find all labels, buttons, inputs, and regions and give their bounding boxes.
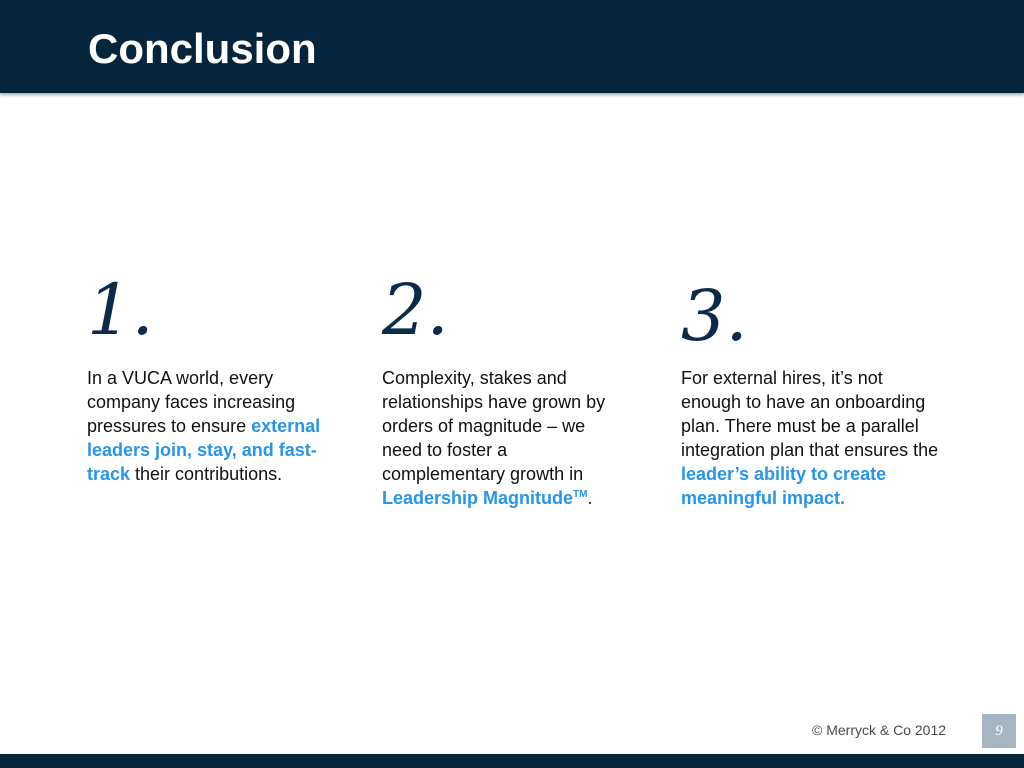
column-number: 3.	[681, 275, 748, 357]
copyright-text: © Merryck & Co 2012	[812, 722, 947, 738]
trademark-symbol: TM	[573, 489, 588, 500]
conclusion-column-3	[681, 270, 941, 510]
highlight-text: external leaders join, stay, and fast-track	[87, 416, 321, 484]
highlight-text: Leadership Magnitude	[382, 488, 574, 508]
column-text	[87, 366, 332, 486]
highlight-text: leader’s ability to create meaningful impact.	[681, 464, 887, 508]
column-text	[681, 366, 941, 510]
page-title: Conclusion	[88, 25, 317, 72]
bottom-bar	[0, 754, 1024, 768]
column-number: 2.	[382, 269, 449, 351]
text-after: .	[587, 488, 593, 508]
conclusion-column-2	[382, 270, 607, 510]
text-before: For external hires, it’s not enough to have an onboarding plan. There must be a parallel integration plan that ensures the	[681, 368, 939, 460]
conclusion-column-1	[87, 270, 332, 486]
column-text	[382, 366, 607, 510]
text-before: Complexity, stakes and relationships have grown by orders of magnitude – we need to foster a complementary growth in	[382, 368, 606, 484]
header-bar	[0, 0, 1024, 93]
page-number-badge: 9	[982, 714, 1016, 748]
column-number: 1.	[87, 269, 154, 351]
text-before: In a VUCA world, every company faces increasing pressures to ensure	[87, 368, 296, 436]
text-after: their contributions.	[130, 464, 283, 484]
